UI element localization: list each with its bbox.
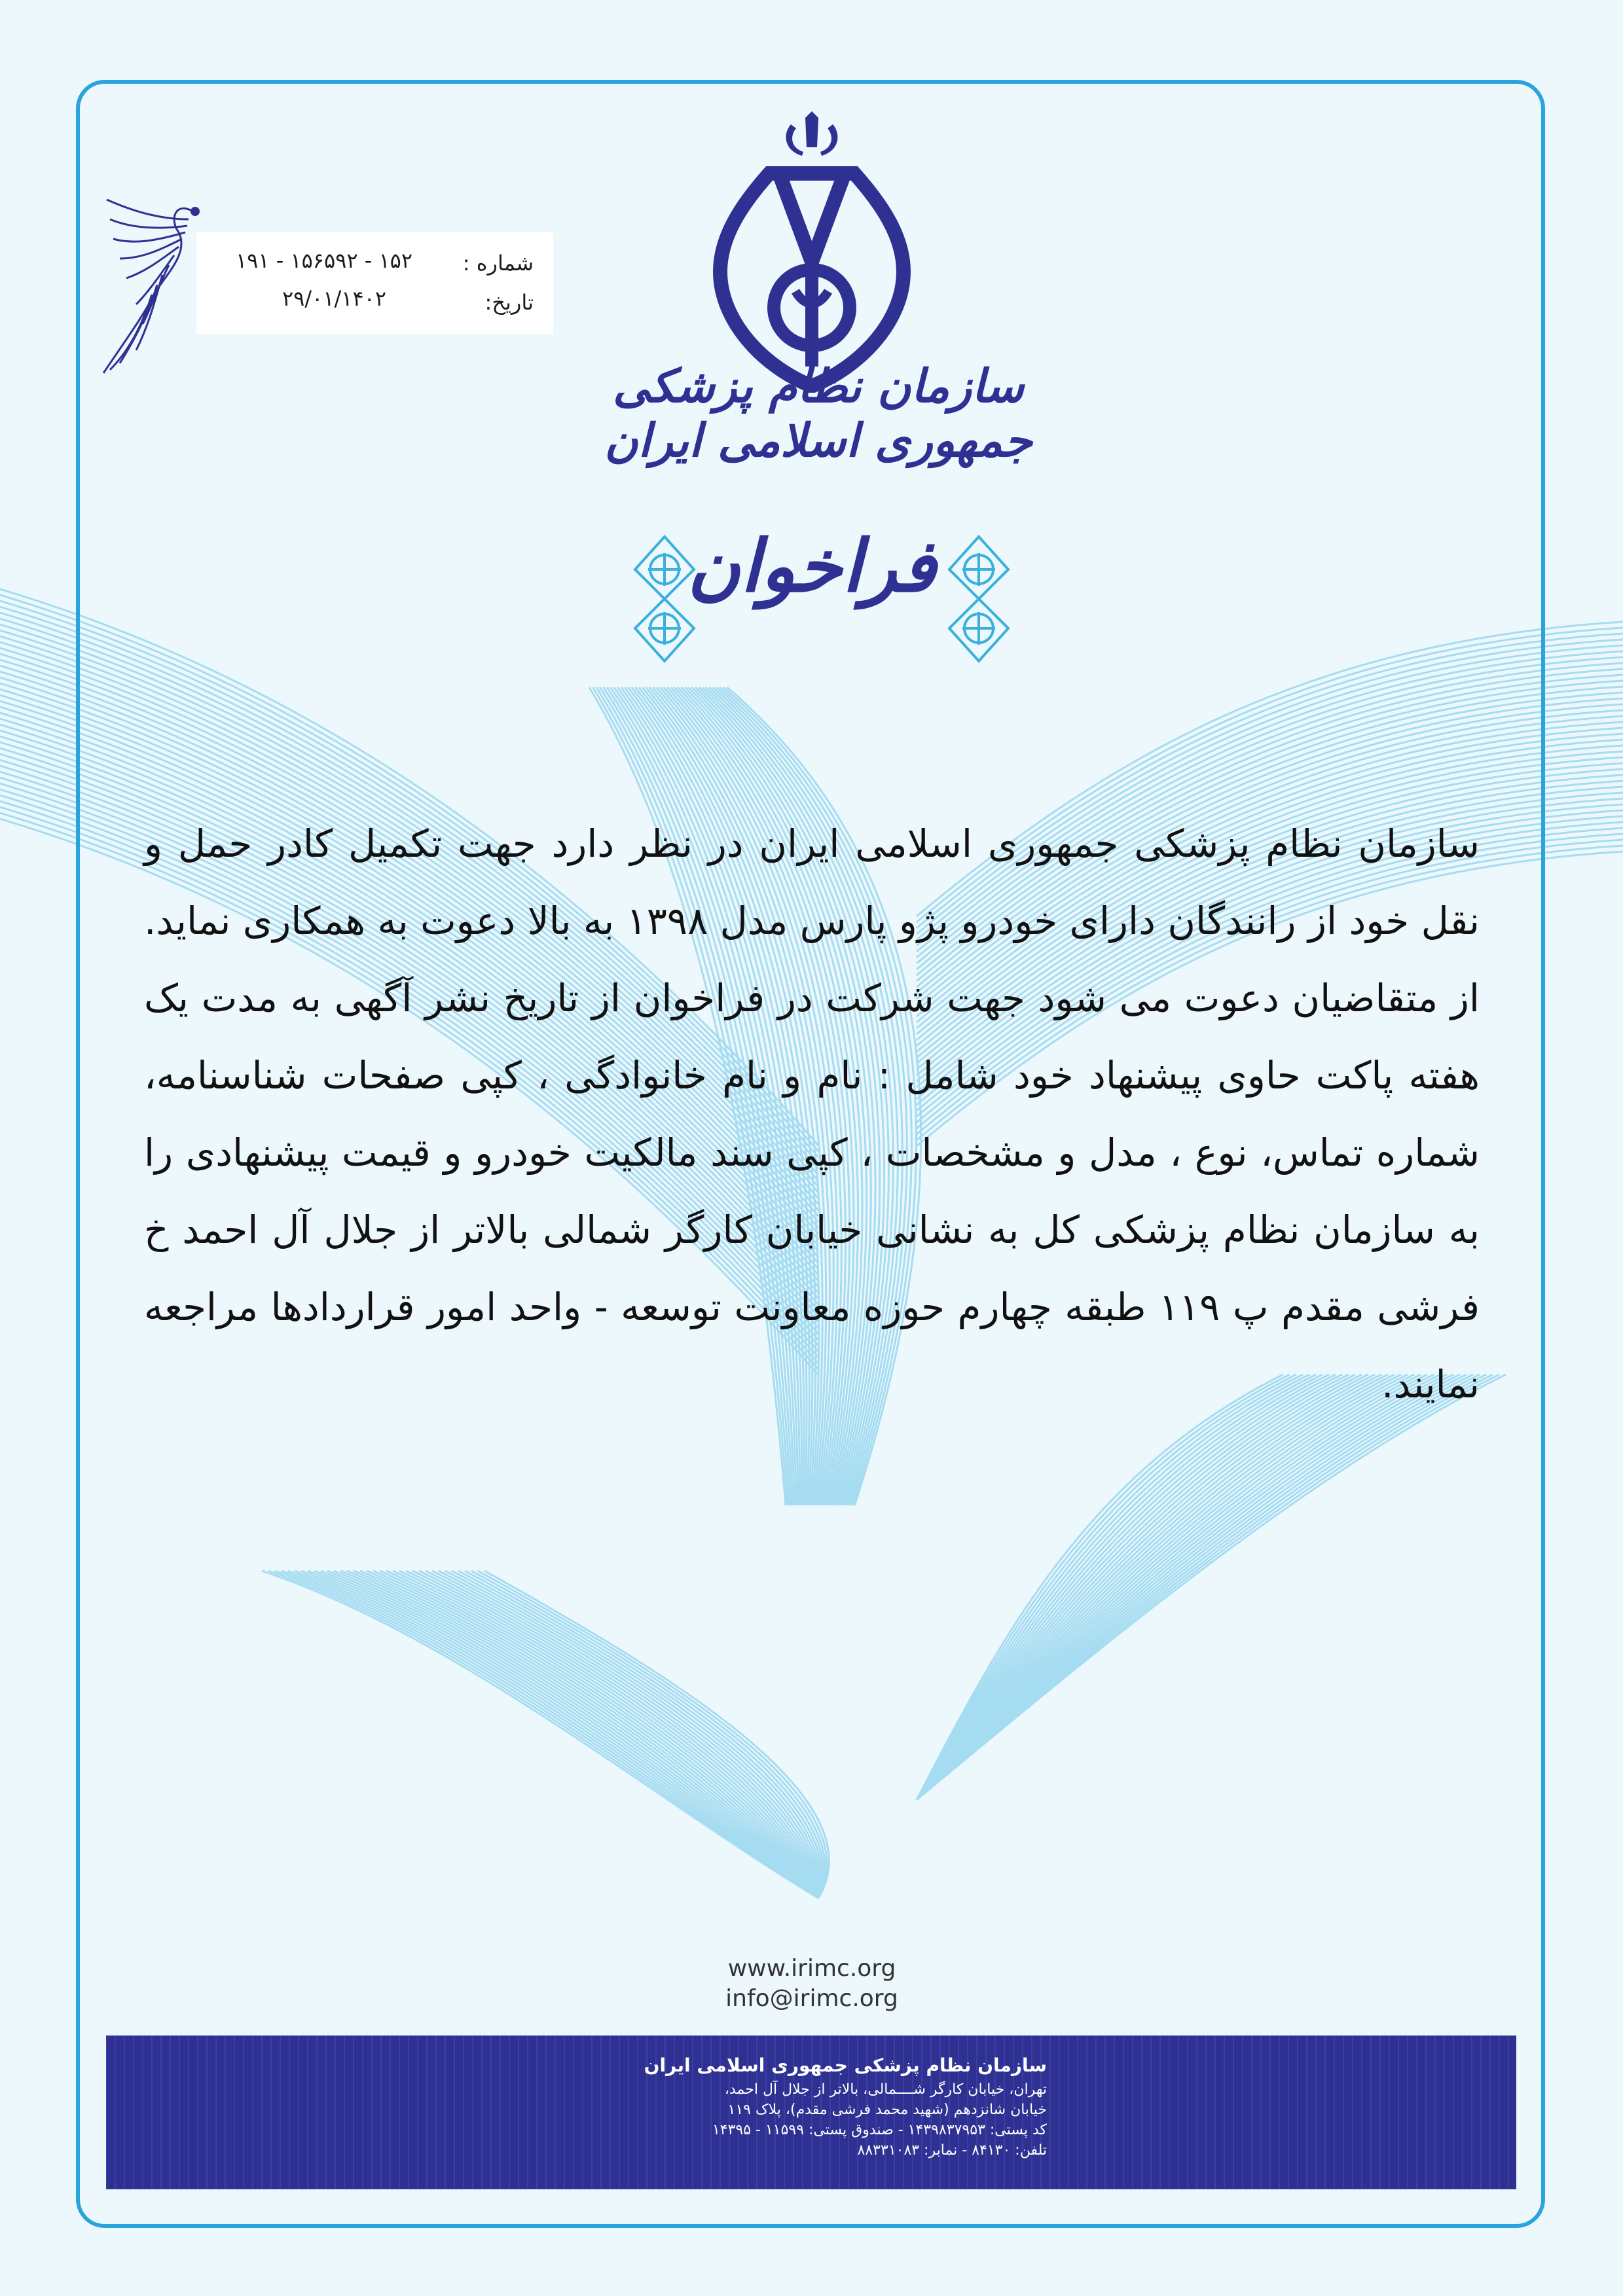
- contact-block: [655, 1954, 969, 2014]
- organization-logo-text: سازمان نظام پزشکی جمهوری اسلامی ایران: [604, 359, 1032, 467]
- number-label: شماره :: [462, 251, 534, 276]
- website-link[interactable]: www.irimc.org: [727, 1955, 896, 1982]
- email-link[interactable]: info@irimc.org: [725, 1985, 898, 2012]
- number-value: ۱۵۲ - ۱۵۶۵۹۲ - ۱۹۱: [235, 248, 412, 273]
- footer-phone: تلفن: ۸۴۱۳۰ - نمابر: ۸۸۳۳۱۰۸۳: [857, 2142, 1047, 2159]
- footer-address-line2: خیابان شانزدهم (شهید محمد فرشی مقدم)، پلاک ۱۱۹: [727, 2102, 1047, 2118]
- footer-org-name: سازمان نظام پزشکی جمهوری اسلامی ایران: [644, 2054, 1047, 2076]
- phoenix-bird-logo: [97, 193, 208, 380]
- footer-address: [523, 2055, 1047, 2161]
- ornament-right-icon: [943, 533, 1015, 664]
- reference-box: [196, 232, 553, 334]
- medical-council-emblem: [707, 111, 917, 393]
- date-label: تاریخ:: [484, 290, 534, 315]
- footer-postal: کد پستی: ۱۴۳۹۸۳۷۹۵۳ - صندوق پستی: ۱۱۵۹۹ - ۱۴۳۹۵: [712, 2122, 1047, 2138]
- date-value: ۲۹/۰۱/۱۴۰۲: [282, 286, 386, 311]
- announcement-body: سازمان نظام پزشکی جمهوری اسلامی ایران در نظر دارد جهت تکمیل کادر حمل و نقل خود از رانندگان دارای خودرو پژو پارس مدل ۱۳۹۸ به بالا دعوت به همکاری نماید. از متقاضیان دعوت می شود جهت شرکت در فراخوان از تاریخ نشر آگهی به مدت یک هفته پاکت حاوی پیشنهاد خود شامل : نام و نام خانوادگی ، کپی صفحات شناسنامه، شماره تماس، نوع ، مدل و مشخصات ، کپی سند مالکیت خودرو و قیمت پیشنهادی را به سازمان نظام پزشکی کل به نشانی خیابان کارگر شمالی بالاتر از جلال آل احمد خ فرشی مقدم پ ۱۱۹ طبقه چهارم حوزه معاونت توسعه - واحد امور قراردادها مراجعه نمایند.: [144, 821, 1480, 1407]
- page-title: فراخوان: [687, 524, 936, 608]
- footer-address-line1: تهران، خیابان کارگر شــــمالی، بالاتر از جلال آل احمد،: [724, 2081, 1047, 2098]
